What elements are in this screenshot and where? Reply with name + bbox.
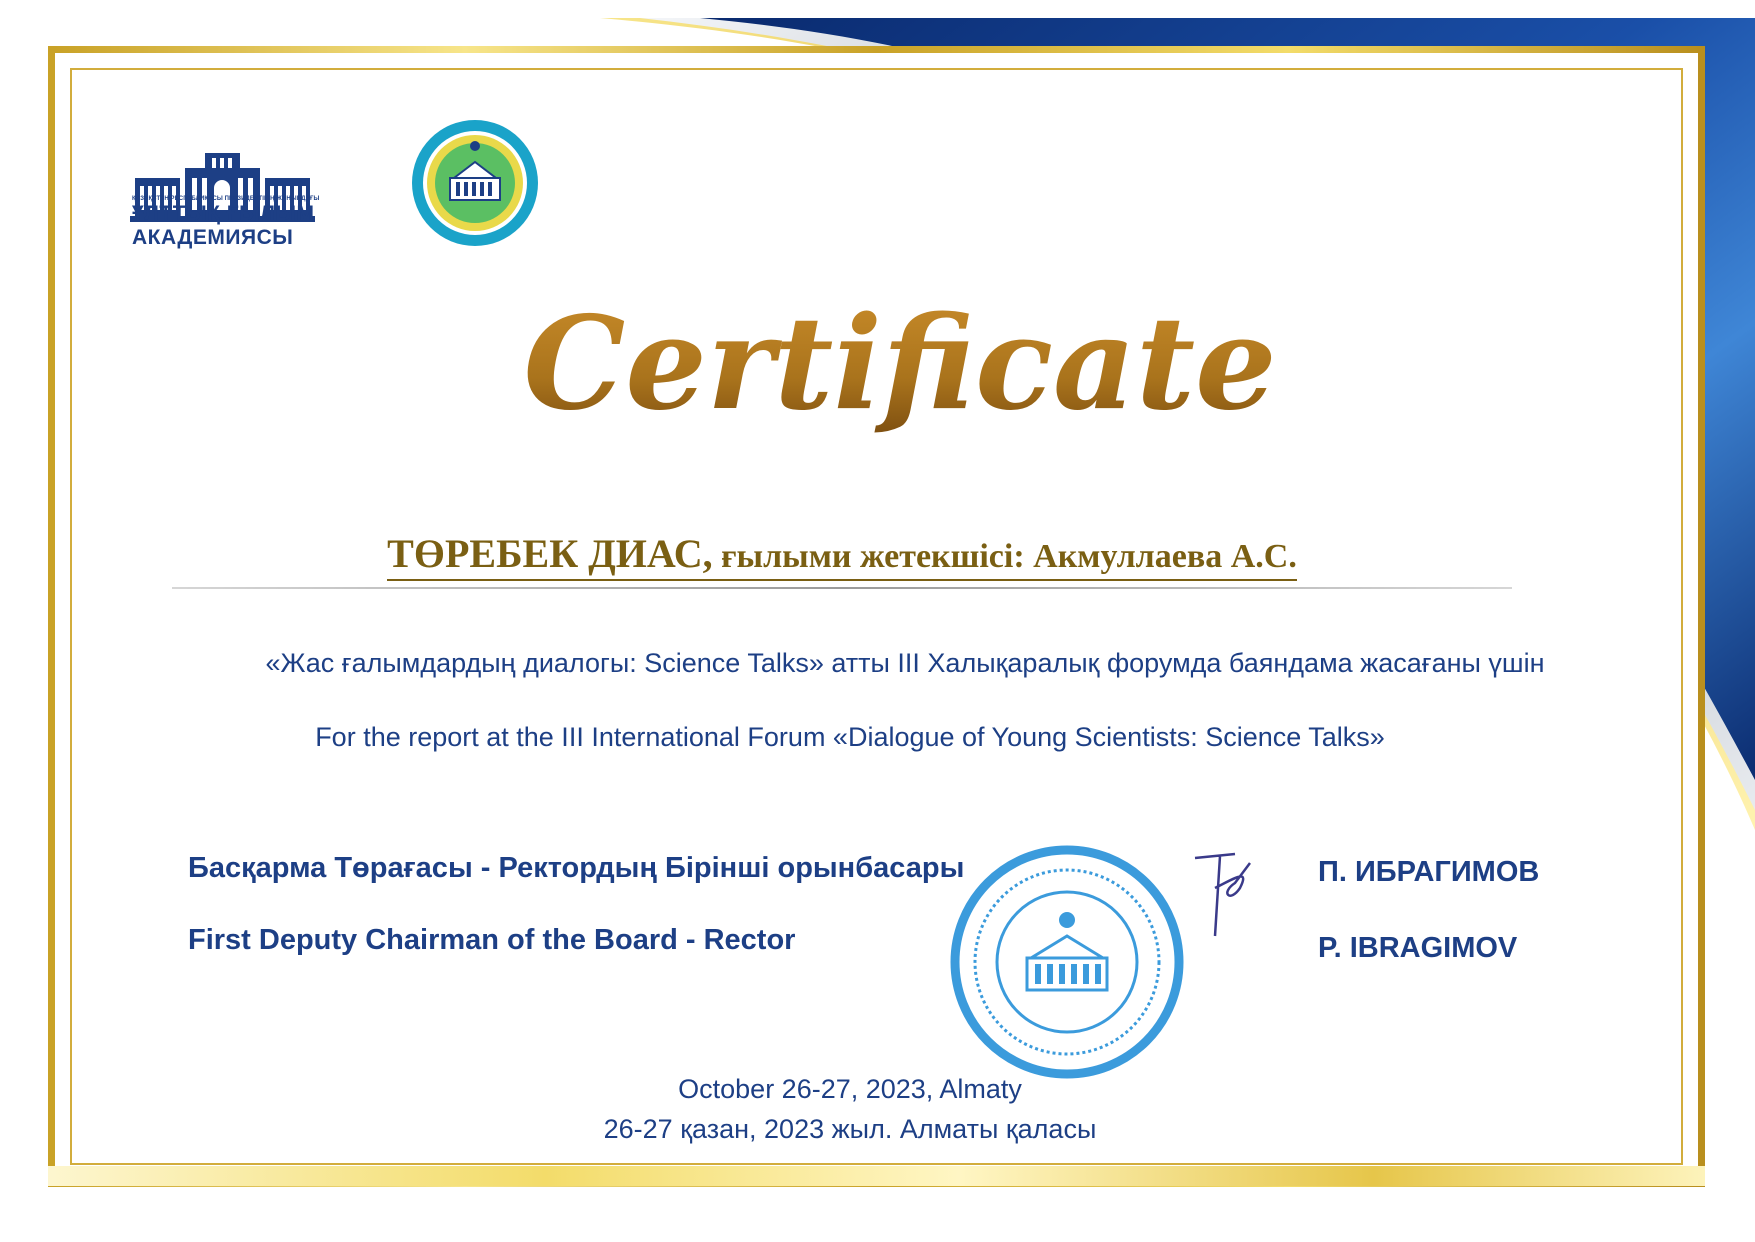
academy-name-line2: АКАДЕМИЯСЫ <box>132 226 294 249</box>
event-date-kazakh: 26-27 қазан, 2023 жыл. Алматы қаласы <box>603 1114 1097 1144</box>
event-date-english: October 26-27, 2023, Almaty <box>678 1074 1022 1104</box>
description-english: For the report at the III International Forum «Dialogue of Young Scientists: Science Talks» <box>315 722 1385 752</box>
academy-logo-small-text: ҚАЗАҚСТАН РЕСПУБЛИКАСЫ ПРЕЗИДЕНТІНІҢ ЖАНЫНДАҒЫ <box>132 196 320 202</box>
recipient-name: ТӨРЕБЕК ДИАС, <box>387 531 713 576</box>
certificate-title-text: Certificate <box>523 289 1277 439</box>
university-emblem-icon <box>410 118 540 248</box>
certificate-title <box>520 258 1280 488</box>
signatory-name-kazakh: П. ИБРАГИМОВ <box>1318 856 1540 888</box>
signatory-position-english: First Deputy Chairman of the Board - Rector <box>188 924 796 956</box>
frame-bottom-bar <box>48 1166 1705 1186</box>
signatory-position-kazakh: Басқарма Төрағасы - Ректордың Бірінші орынбасары <box>188 852 965 884</box>
signatory-name-english: P. IBRAGIMOV <box>1318 932 1518 964</box>
recipient-line <box>172 530 1512 581</box>
academy-name-line1: ҰЛТТЫҚ ҒЫЛЫМ <box>132 202 315 225</box>
description-kazakh: «Жас ғалымдардың диалогы: Science Talks» атты III Халықаралық форумда баяндама жасағаны үшін <box>265 648 1545 678</box>
official-stamp-icon <box>945 840 1190 1085</box>
divider-line <box>172 587 1512 589</box>
supervisor-text: ғылыми жетекшісі: Акмуллаева А.С. <box>721 538 1297 575</box>
academy-logo-text <box>132 196 320 250</box>
signature-icon <box>1190 848 1270 938</box>
